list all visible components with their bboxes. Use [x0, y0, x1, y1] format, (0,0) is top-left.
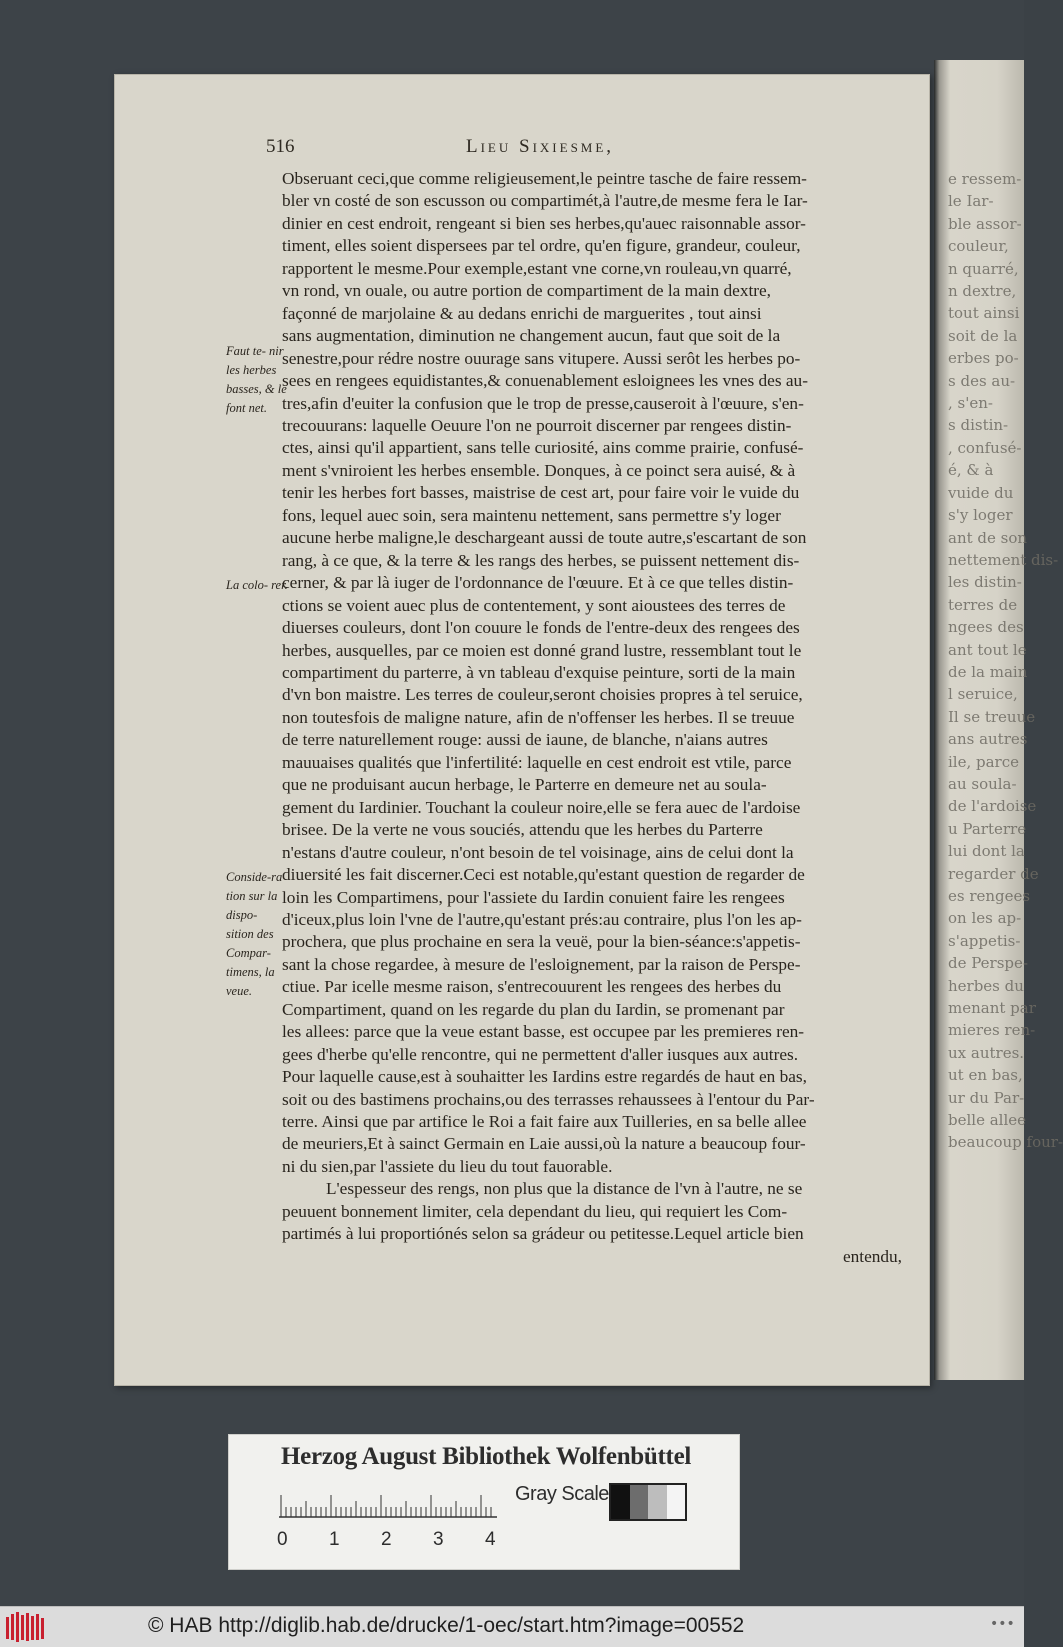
- text-line: rapportent le mesme.Pour exemple,estant vne corne,vn rouleau,vn quarré,: [282, 258, 792, 278]
- text-line: ctiue. Par icelle mesme raison, s'entrecouurent les rengees des herbes du: [282, 977, 782, 997]
- body-text: [282, 168, 902, 1268]
- text-line: entendu,: [842, 1246, 902, 1266]
- text-line: gees d'herbe qu'elle rencontre, qui ne permettent d'aller iusques aux autres.: [282, 1044, 799, 1064]
- text-line: brisee. De la verte ne vous souciés, attendu que les herbes du Parterre: [282, 820, 763, 840]
- gray-swatch-0: [611, 1485, 630, 1519]
- ruler-scale: [279, 1477, 499, 1525]
- running-head: [114, 136, 930, 162]
- text-line: sant la chose regardee, à mesure de l'esloignement, par la raison de Perspe-: [282, 954, 801, 974]
- text-line: herbes, ausquelles, par ce moien est donné grand lustre, ressemblant tout le: [282, 640, 802, 660]
- text-line: ment s'vniroient les herbes ensemble. Donques, à ce poinct sera auisé, & à: [282, 460, 796, 480]
- text-line: fons, lequel auec soin, sera maintenu nettement, sans permettre s'y loger: [282, 505, 781, 525]
- margin-note-coloration: La colo- rer.: [226, 578, 288, 592]
- text-line: dinier en cest endroit, rengeant si bien ses herbes,qu'auec raisonnable assor-: [282, 213, 806, 233]
- text-line: rang, à ce que, & la terre & les rangs des herbes, se puissent nettement dis-: [282, 550, 800, 570]
- text-line: soit ou des bastimens prochains,ou des terrasses rehaussees à l'entour du Par-: [282, 1089, 815, 1109]
- text-line: tenir les herbes fort basses, maistrise de cest art, pour faire voir le vuide du: [282, 483, 800, 503]
- copyright-link[interactable]: © HAB http://diglib.hab.de/drucke/1-oec/start.htm?image=00552: [148, 1614, 745, 1637]
- text-line: Pour laquelle cause,est à souhaitter les Iardins estre regardés de haut en bas,: [282, 1067, 807, 1087]
- color-calibration-card: [228, 1434, 740, 1570]
- text-line: timent, elles soient dispersees par tel ordre, qu'en figure, grandeur, couleur,: [282, 236, 801, 256]
- text-line: ctions se voient auec plus de contentement, y sont aioustees des terres de: [282, 595, 786, 615]
- text-line: que ne produisant aucun herbage, le Parterre en demeure net au soula-: [282, 775, 767, 795]
- text-line: Obseruant ceci,que comme religieusement,le peintre tasche de faire ressem-: [282, 169, 807, 188]
- scale-number: 1: [329, 1529, 340, 1550]
- text-line: non toutesfois de maligne nature, afin de n'offenser les herbes. Il se treuue: [282, 707, 795, 727]
- text-line: gement du Iardinier. Touchant la couleur noire,elle se fera auec de l'ardoise: [282, 797, 801, 817]
- gray-scale-label: Gray Scale: [515, 1483, 609, 1505]
- text-line: peuuent bonnement limiter, cela dependant du lieu, qui requiert les Com-: [282, 1201, 788, 1221]
- text-line: loin les Compartimens, pour l'assiete du Iardin conuient faire les rengees: [282, 887, 785, 907]
- text-line: Compartiment, quand on les regarde du plan du Iardin, se promenant par: [282, 999, 785, 1019]
- text-line: de meuriers,Et à sainct Germain en Laie aussi,où la nature a beaucoup four-: [282, 1134, 806, 1154]
- facing-page-text: e ressem- le Iar- ble assor- couleur, n quarré, n dextre, tout ainsi soit de la erbes po- s des au- , s'en- s distin- , confusé- é, & à vuide du s'y loger ant de son nettement dis- les distin- terres de ngees des ant tout le de la main l seruice, Il se treuue ans autres ile, parce au soula- de l'ardoise u Parterre lui dont la regarder de es rengees on les ap- s'appetis- de Perspe- herbes du menant par mieres ren- ux autres. ut en bas, ur du Par- belle allee beaucoup four-: [948, 170, 1063, 1152]
- text-line: prochera, que plus prochaine en sera la veuë, pour la bien-séance:s'appetis-: [282, 932, 801, 952]
- text-line: n'estans d'autre couleur, n'ont besoin de tel voisinage, ains de celui dont la: [282, 842, 794, 862]
- text-line: d'vn bon maistre. Les terres de couleur,seront choisies propres à tel seruice,: [282, 685, 803, 705]
- text-line: d'iceux,plus loin l'vne de l'autre,qu'estant prés:au contraire, plus l'on les ap-: [282, 909, 802, 929]
- facing-page-edge: [934, 60, 1063, 1380]
- scale-number: 0: [277, 1529, 288, 1550]
- text-line: mauuaises qualités que l'infertilité: laquelle en cest endroit est vtile, parce: [282, 752, 792, 772]
- text-line: compartiment du parterre, à vn tableau d'exquise peinture, sorti de la main: [282, 662, 796, 682]
- gray-scale-swatch: [609, 1483, 687, 1521]
- text-line: ctes, ainsi qu'il appartient, sans telle curiosité, ains comme prairie, confusé-: [282, 438, 804, 458]
- gray-swatch-3: [667, 1485, 686, 1519]
- text-line: diuersité les fait discerner.Ceci est notable,qu'estant question de regarder de: [282, 865, 805, 885]
- scale-number: 3: [433, 1529, 444, 1550]
- text-line: façonné de marjolaine & au dedans enrichi de marguerites , tout ainsi: [282, 303, 762, 323]
- more-options-icon[interactable]: •••: [990, 1616, 1015, 1632]
- text-line: cerner, & par là iuger de l'ordonnance de l'œuure. Et à ce que telles distin-: [282, 573, 794, 593]
- text-line: partimés à lui proportiónés selon sa grádeur ou petitesse.Lequel article bien: [282, 1224, 804, 1244]
- margin-note-herbes: Faut te- nir les herbes basses, & le font net.: [226, 344, 287, 415]
- gray-swatch-2: [648, 1485, 667, 1519]
- footer-bar: [0, 1606, 1024, 1647]
- margin-note-compartimens: Conside-ra tion sur la dispo- sition des Compar- timens, la veue.: [226, 870, 283, 998]
- text-line: sees en rengees equidistantes,& conuenablement esloignees les vnes des au-: [282, 371, 808, 391]
- text-line: vn rond, vn ouale, ou autre portion de compartiment de la main dextre,: [282, 281, 772, 301]
- hab-logo-icon: [4, 1611, 48, 1643]
- text-line: tres,afin d'euiter la confusion que le trop de presse,causeroit à l'œuure, s'en-: [282, 393, 804, 413]
- text-line: de terre naturellement rouge: aussi de iaune, de blanche, n'aians autres: [282, 730, 768, 750]
- scale-number: 2: [381, 1529, 392, 1550]
- text-line: diuerses couleurs, dont l'on couure le fonds de l'entre-deux des rengees des: [282, 618, 800, 638]
- running-title: Lieu Sixiesme,: [466, 136, 615, 157]
- text-line: terre. Ainsi que par artifice le Roi a fait faire aux Tuilleries, en sa belle allee: [282, 1112, 807, 1132]
- text-line: trecouurans: laquelle Oeuure l'on ne pourroit discerner par rengees distin-: [282, 415, 792, 435]
- library-name: Herzog August Bibliothek Wolfenbüttel: [281, 1443, 692, 1470]
- gray-swatch-1: [630, 1485, 649, 1519]
- text-line: L'espesseur des rengs, non plus que la distance de l'vn à l'autre, ne se: [326, 1179, 803, 1199]
- text-line: senestre,pour rédre nostre ouurage sans vitupere. Aussi serôt les herbes po-: [282, 348, 801, 368]
- text-line: bler vn costé de son escusson ou compartimét,à l'autre,de mesme fera le Iar-: [282, 191, 808, 211]
- page-number: 516: [266, 136, 295, 157]
- text-line: aucune herbe maligne,le deschargeant aussi de toute autre,s'escartant de son: [282, 528, 807, 548]
- text-line: ni du sien,par l'assiete du lieu du tout fauorable.: [282, 1156, 613, 1176]
- text-line: les allees: parce que la veue estant basse, est occupee par les premieres ren-: [282, 1022, 805, 1042]
- scale-number: 4: [485, 1529, 496, 1550]
- text-line: sans augmentation, diminution ne changement aucun, faut que soit de la: [282, 326, 781, 346]
